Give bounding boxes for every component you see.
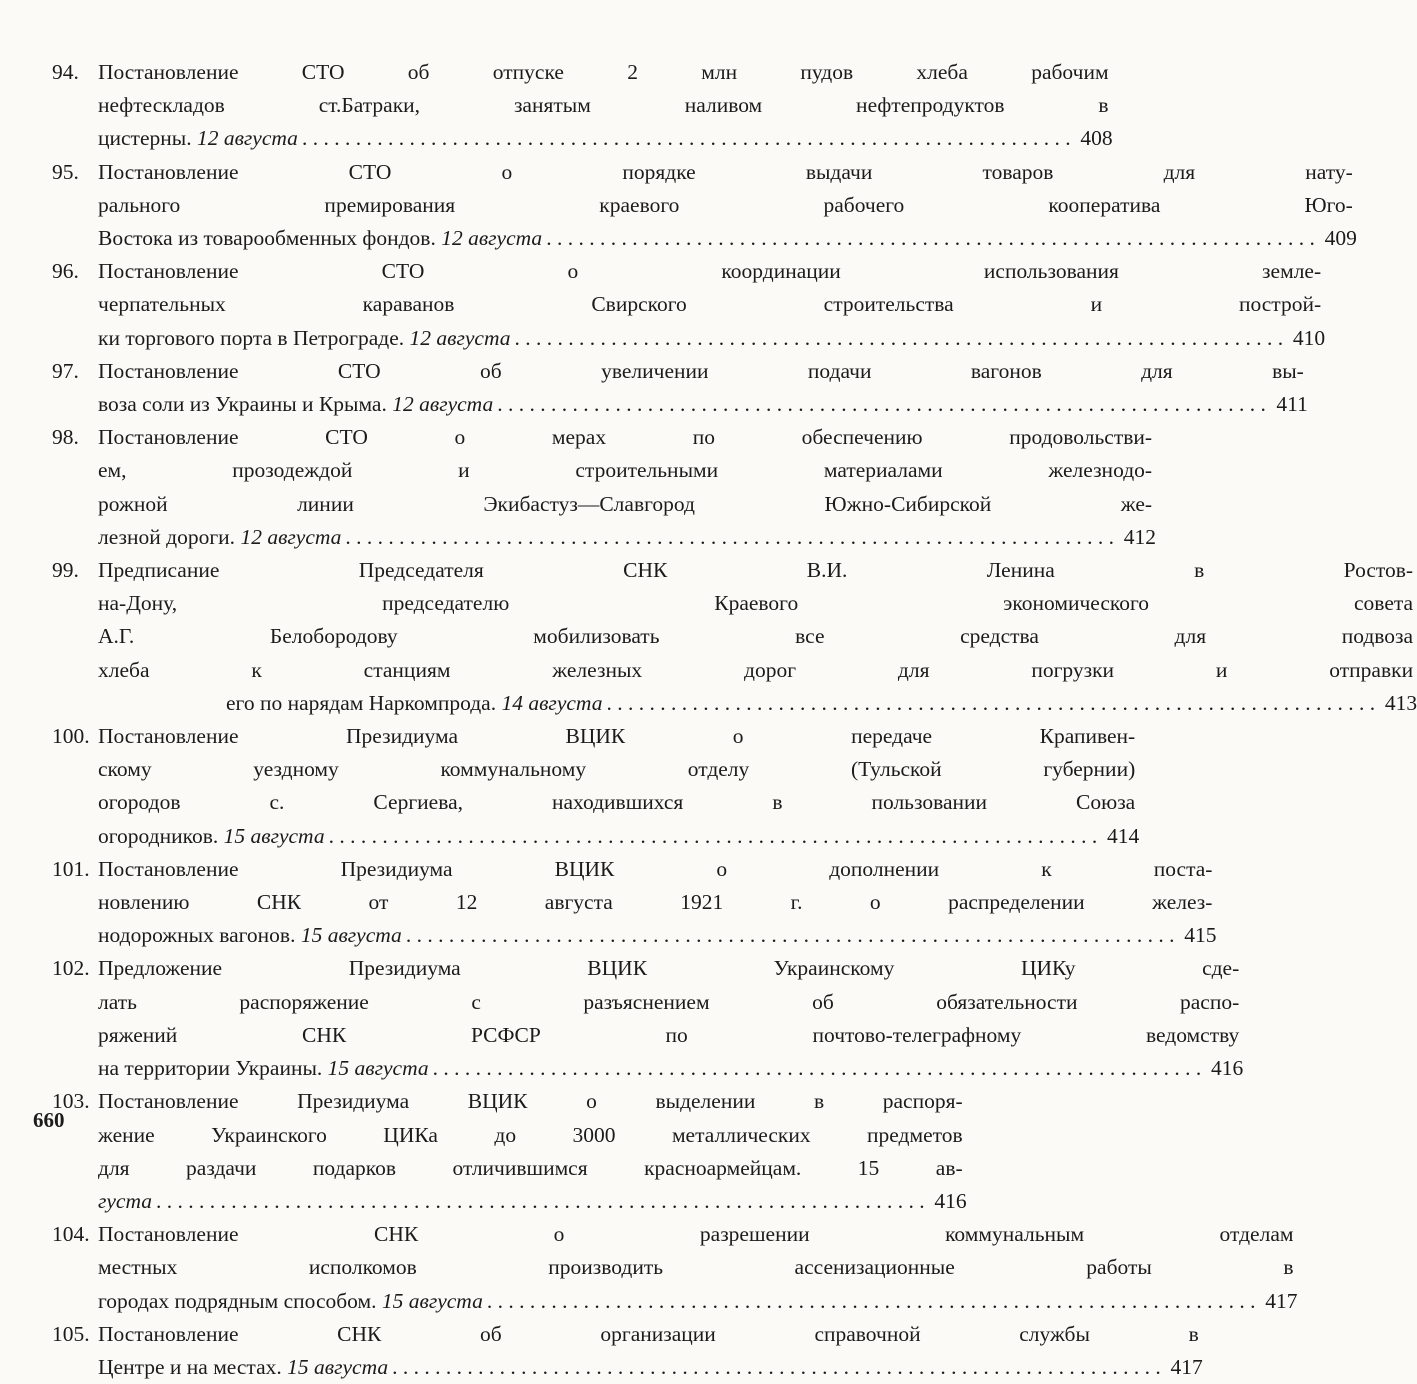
entry-page-number: 417 (1170, 1354, 1203, 1379)
entry-page-number: 412 (1123, 524, 1157, 549)
entry-title (98, 952, 1243, 1085)
entry-number: 102. (52, 956, 90, 981)
entry-date: 15 августа (300, 923, 402, 948)
entry-last-line (98, 122, 1113, 155)
entry-last-line (98, 1185, 967, 1218)
entry-title-line: для раздачи подарков отличившимся красноармейцам. 15 ав- (98, 1155, 963, 1180)
entry-number: 105. (52, 1321, 90, 1346)
entry-title-line: Постановление СТО о координации использования земле- (98, 259, 1322, 284)
entry-last-line (98, 521, 1156, 554)
dot-leader (433, 1052, 1202, 1085)
entry-title-tail: нодорожных вагонов. (98, 923, 296, 948)
entry-number: 100. (52, 724, 90, 749)
entry-title-tail: огородников. (98, 823, 219, 848)
entry-date: 15 августа (381, 1288, 483, 1313)
entry-number: 98. (52, 425, 79, 450)
entry-last-line (98, 1285, 1297, 1318)
entry-title-line: новлению СНК от 12 августа 1921 г. о распределении желез- (98, 890, 1213, 915)
toc-entry (52, 1318, 1203, 1384)
entry-title-tail: воза соли из Украины и Крыма. (98, 392, 387, 417)
entry-page-number: 408 (1080, 126, 1113, 151)
entry-date: густа (98, 1188, 153, 1213)
entry-title (98, 355, 1308, 421)
dot-leader (406, 919, 1175, 952)
entry-title (98, 554, 1417, 720)
entry-date: 12 августа (196, 126, 298, 151)
entry-title (98, 1218, 1297, 1318)
entry-title-tail: цистерны. (98, 126, 192, 151)
entry-title (98, 720, 1139, 853)
entry-title-tail: на территории Украины. (98, 1056, 323, 1081)
entry-title (98, 156, 1357, 256)
entry-title (98, 853, 1216, 953)
entry-title-line: Постановление Президиума ВЦИК о дополнении к поста- (98, 856, 1213, 881)
dot-leader (546, 222, 1315, 255)
dot-leader (515, 322, 1284, 355)
entry-title-tail: лезной дороги. (98, 524, 236, 549)
entry-title-line: Постановление СТО об увеличении подачи вагонов для вы- (98, 358, 1304, 383)
entry-title-line: огородов с. Сергиева, находившихся в пользовании Союза (98, 790, 1136, 815)
entry-date: 15 августа (223, 823, 325, 848)
entry-last-line (98, 388, 1308, 421)
dot-leader (329, 820, 1098, 853)
entry-title-line: ем, прозодеждой и строительными материалами железнодо- (98, 458, 1153, 483)
entry-number: 104. (52, 1222, 90, 1247)
entry-number: 97. (52, 358, 79, 383)
entry-title (98, 421, 1156, 554)
entry-date: 15 августа (287, 1354, 389, 1379)
entry-title (98, 1318, 1203, 1384)
entry-title-tail: Центре и на местах. (98, 1354, 282, 1379)
toc-entry (52, 355, 1308, 421)
entry-number: 99. (52, 558, 79, 583)
entry-title-line: жение Украинского ЦИКа до 3000 металлических предметов (98, 1122, 963, 1147)
entry-title-line: А.Г. Белобородову мобилизовать все средства для подвоза (98, 624, 1414, 649)
entry-number: 101. (52, 856, 90, 881)
entry-title-line: Постановление СТО об отпуске 2 млн пудов хлеба рабочим (98, 60, 1109, 84)
entry-title-line: на-Дону, председателю Краевого экономического совета (98, 591, 1414, 616)
toc-entry (52, 255, 1326, 355)
entry-title (98, 1085, 967, 1218)
entry-date: 15 августа (327, 1056, 429, 1081)
entry-title-line: Постановление Президиума ВЦИК о передаче Крапивен- (98, 724, 1136, 749)
entry-title (98, 255, 1325, 355)
entry-title (98, 56, 1113, 156)
toc-entry (52, 1085, 967, 1218)
entry-title-line: рального премирования краевого рабочего кооператива Юго- (98, 192, 1353, 217)
entry-title-line: рожной линии Экибастуз—Славгород Южно-Сибирской же- (98, 491, 1153, 516)
toc-entry (52, 720, 1140, 853)
page-number: 660 (33, 1108, 65, 1132)
entry-title-tail: ки торгового порта в Петрограде. (98, 325, 405, 350)
entry-page-number: 409 (1324, 226, 1357, 251)
entry-title-line: Постановление СНК о разрешении коммунальным отделам (98, 1222, 1294, 1247)
entry-title-line: ряжений СНК РСФСР по почтово-телеграфному ведомству (98, 1022, 1240, 1047)
entry-last-line (98, 322, 1325, 355)
toc-entry (52, 1218, 1298, 1318)
dot-leader (392, 1351, 1161, 1384)
toc-entry (52, 56, 1113, 156)
entry-page-number: 410 (1292, 325, 1326, 350)
toc-entry (52, 853, 1217, 953)
entry-number: 96. (52, 259, 79, 284)
dot-leader (497, 388, 1266, 421)
entry-number: 95. (52, 159, 79, 184)
entry-title-line: черпательных караванов Свирского строительства и построй- (98, 292, 1322, 317)
entry-last-line (98, 222, 1357, 255)
entry-title-tail: Востока из товарообменных фондов. (98, 226, 436, 251)
entry-page-number: 413 (1384, 690, 1417, 715)
entry-title-line: Постановление СТО о мерах по обеспечению продовольстви- (98, 425, 1153, 450)
toc-entry (52, 156, 1357, 256)
entry-last-line (98, 1351, 1203, 1384)
dot-leader (606, 687, 1375, 720)
dot-leader (302, 122, 1071, 155)
entry-page-number: 411 (1276, 392, 1308, 417)
entry-title-tail: его по нарядам Наркомпрода. (226, 690, 497, 715)
entry-title-line: местных исполкомов производить ассенизационные работы в (98, 1255, 1294, 1280)
entry-date: 12 августа (441, 226, 543, 251)
entry-date: 12 августа (240, 524, 342, 549)
entry-last-line (98, 919, 1216, 952)
entry-title-line: Постановление Президиума ВЦИК о выделении в распоря- (98, 1089, 963, 1114)
entry-title-tail: городах подрядным способом. (98, 1288, 377, 1313)
entry-number: 103. (52, 1089, 90, 1114)
entry-date: 14 августа (501, 690, 603, 715)
entry-page-number: 416 (934, 1188, 967, 1213)
entry-date: 12 августа (409, 325, 511, 350)
entry-last-line (98, 687, 1417, 720)
entry-title-line: Предписание Председателя СНК В.И. Ленина в Ростов- (98, 558, 1414, 583)
entry-title-line: Постановление СНК об организации справочной службы в (98, 1321, 1199, 1346)
entry-last-line (98, 820, 1139, 853)
dot-leader (156, 1185, 925, 1218)
entry-title-line: Постановление СТО о порядке выдачи товаров для нату- (98, 159, 1353, 184)
toc-entry (52, 421, 1157, 554)
entry-title-line: лать распоряжение с разъяснением об обязательности распо- (98, 989, 1240, 1014)
toc-entry (52, 554, 1417, 720)
entry-date: 12 августа (392, 392, 494, 417)
entry-page-number: 415 (1184, 923, 1217, 948)
entry-title-line: нефтескладов ст.Батраки, занятым наливом нефтепродуктов в (98, 93, 1109, 118)
entry-title-line: хлеба к станциям железных дорог для погрузки и отправки (98, 657, 1414, 682)
table-of-contents (52, 56, 1417, 1384)
dot-leader (345, 521, 1114, 554)
entry-page-number: 416 (1211, 1056, 1244, 1081)
entry-title-line: скому уездному коммунальному отделу (Тульской губернии) (98, 757, 1136, 782)
entry-number: 94. (52, 60, 79, 84)
entry-last-line (98, 1052, 1243, 1085)
entry-page-number: 417 (1265, 1288, 1298, 1313)
entry-page-number: 414 (1106, 823, 1140, 848)
entry-title-line: Предложение Президиума ВЦИК Украинскому ЦИКу сде- (98, 956, 1240, 981)
toc-entry (52, 952, 1244, 1085)
dot-leader (487, 1285, 1256, 1318)
